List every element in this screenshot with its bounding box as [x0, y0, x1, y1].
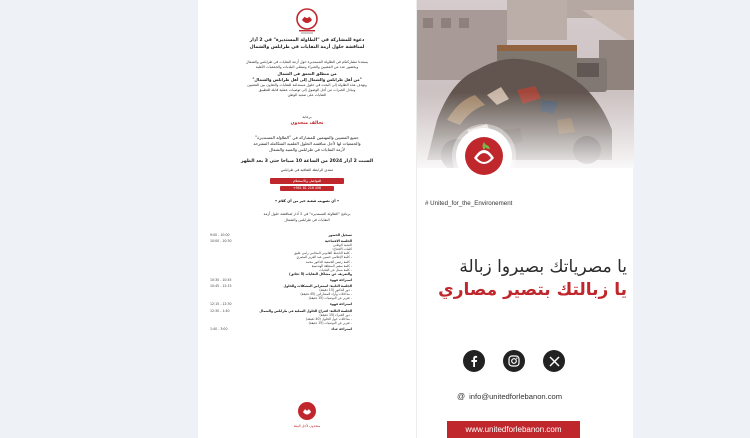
agenda-item-desc: - تقرير عن التوصيات (15 دقيقة): [308, 296, 352, 301]
united-logo-small-icon: [296, 400, 318, 422]
agenda-item-desc: - كلمة الناشط القانوني المحامي رامي عليق: [294, 251, 352, 256]
agenda-row: [210, 296, 406, 300]
invite-line-3: لأزمة النفايات في طرابلس والمنية والشمال: [269, 147, 345, 152]
invite-line-1: جميع المعنيين والمهتمين للمشاركة في "الطاولة المستديرة": [255, 135, 359, 140]
intro-line-4: وتبادل الخبرات من أجل الوصول إلى توصيات عملية قابلة للتطبيق: [258, 88, 356, 92]
under-label: برعاية: [302, 115, 312, 119]
footer-text: متحدون لأجل البيئة: [293, 424, 321, 428]
pomegranate-logo-icon: [462, 134, 506, 178]
program-line-2: النفايات في طرابلس والشمال: [284, 218, 330, 222]
agenda-item-desc: - كلمة ممثل عن البلديات: [319, 267, 352, 272]
agenda-item-desc: - كلمة سفير المنطقة الهندسية: [311, 263, 352, 268]
agenda-item-desc: استراحة قهوة: [329, 277, 352, 282]
agenda-item-desc: الجلسة الثالثة: اقتراح الحلول العملية في طرابلس والشمال: [259, 308, 352, 313]
instagram-icon[interactable]: [503, 350, 525, 372]
agenda-item-time: 9:00 - 10:00: [210, 233, 230, 237]
agenda-row: [210, 233, 406, 237]
invitation-title: دعوة للمشاركة في "الطاولة المستديرة" في 2 آذار: [249, 38, 365, 43]
agenda-row: [210, 302, 406, 306]
agenda-item-time: [210, 296, 254, 300]
x-icon[interactable]: [543, 350, 565, 372]
agenda-item-desc: استراحة غداء: [331, 326, 352, 331]
at-icon: @: [457, 392, 466, 401]
agenda-item-desc: استراحة قهوة: [329, 302, 352, 307]
contact-bar: للتواصل والاستعلام: [270, 178, 344, 184]
agenda-item-time: 12:15 - 12:30: [210, 302, 232, 307]
intro-line-5: النفايات على صعيد الوطن: [287, 93, 327, 97]
agenda-item-desc: - دور الخبراء (15 دقيقة): [319, 312, 352, 317]
flyer-left-page: [198, 0, 416, 438]
intro-line-3: وتهدف هذه الطاولة إلى البحث في حلول مستدامة للنفايات والتعاون بين المعنيين: [247, 83, 367, 87]
agenda-item-time: 1:40 - 3:00: [210, 326, 228, 331]
email-row[interactable]: [457, 392, 562, 401]
garbage-truck-photo: [417, 0, 634, 168]
intro-quote: "من أهل طرابلس والشمال إلى أهل طرابلس والشمال": [252, 77, 362, 82]
agenda-item-time: [210, 272, 254, 276]
phone-bar[interactable]: +961 81 216 456: [280, 186, 334, 191]
agenda-row: [210, 321, 406, 325]
agenda-item-desc: الجلسة الثانية: استعراض المشكلات والحلول: [283, 284, 352, 289]
agenda-item-time: 10:30 - 10:45: [210, 277, 232, 282]
invitation-subtitle: لمناقشة حلول أزمة النفايات في طرابلس والشمال: [249, 45, 365, 50]
intro-line-1: يسعدنا مشاركتكم في الطاولة المستديرة حول أزمة النفايات في طرابلس والشمال: [245, 60, 369, 64]
agenda-item-desc: - دور الدكتور (15 دقيقة): [319, 288, 352, 293]
agenda-row: [210, 272, 406, 276]
agenda-item-desc: - كلمة رئيس الجمعية الدكتور محمد: [305, 259, 352, 264]
brand-circle-logo: [456, 128, 512, 184]
agenda-item-desc: تسجيل الحضور: [328, 233, 352, 237]
flyer-right-page: [416, 0, 633, 438]
event-venue: منتدى الرابطة الثقافية في طرابلس: [280, 168, 334, 172]
agenda-item-desc: - تقرير عن التوصيات (15 دقيقة): [308, 320, 352, 325]
intro-line-2: وبحضور عدد من المعنيين والخبراء وممثلي البلديات والجمعيات الأهلية: [255, 65, 359, 69]
slogan-line-1: يا مصرياتك بصيروا زبالة: [459, 257, 627, 277]
agenda-item-time: 10:45 - 12:15: [210, 284, 232, 289]
agenda-row: [210, 278, 406, 282]
united-logo-icon: [292, 5, 322, 35]
agenda-item-desc: الجلسة الافتتاحية: [324, 239, 352, 244]
intro-bold: من منطلق التعمق في الشمال: [277, 71, 337, 76]
agenda-item-time: 10:00 - 10:30: [210, 239, 232, 244]
facebook-icon[interactable]: [463, 350, 485, 372]
hashtag-text: # United_for_the_Environement: [425, 200, 513, 207]
agenda-item-time: 12:30 - 1:40: [210, 308, 230, 313]
agenda-item-desc: - مداخلات وآراء المشاركين (45 دقيقة): [300, 292, 352, 297]
agenda-list: [210, 233, 406, 331]
agenda-item-desc: والتعريف عن مشاكل النفايات (5 دقائق): [289, 271, 352, 276]
agenda-item-desc: - مداخلات حول الحلول (40 دقيقة): [306, 316, 352, 321]
event-date: السبت 2 آذار 2024 من الساعة 10 صباحا حتى 3 بعد الظهر: [240, 159, 374, 164]
agenda-item-time: [210, 321, 254, 325]
note-line: • أي تصويب شعبة خير من أي كلام •: [274, 199, 340, 203]
invite-line-2: والجمعيات لها لأجل مناقشة الحلول العلمية المتكاملة المقترحة: [253, 141, 361, 146]
alliance-name: تحالف متحدون: [290, 121, 324, 126]
email-address[interactable]: info@unitedforlebanon.com: [469, 392, 563, 401]
slogan-line-2: يا زبالتك بتصير مصاري: [438, 280, 627, 300]
agenda-item-desc: كلمات الافتتاح:: [332, 247, 352, 252]
agenda-item-desc: - كلمة الإعلامي حسين عبد العزيز المصري: [296, 255, 352, 260]
agenda-row: [210, 327, 406, 331]
agenda-item-desc: النشيد الوطني: [333, 243, 352, 248]
website-link-button[interactable]: www.unitedforlebanon.com: [447, 421, 580, 438]
program-line-1: برنامج "الطاولة المستديرة" في 2 آذار لمناقشة حلول أزمة: [263, 212, 351, 216]
